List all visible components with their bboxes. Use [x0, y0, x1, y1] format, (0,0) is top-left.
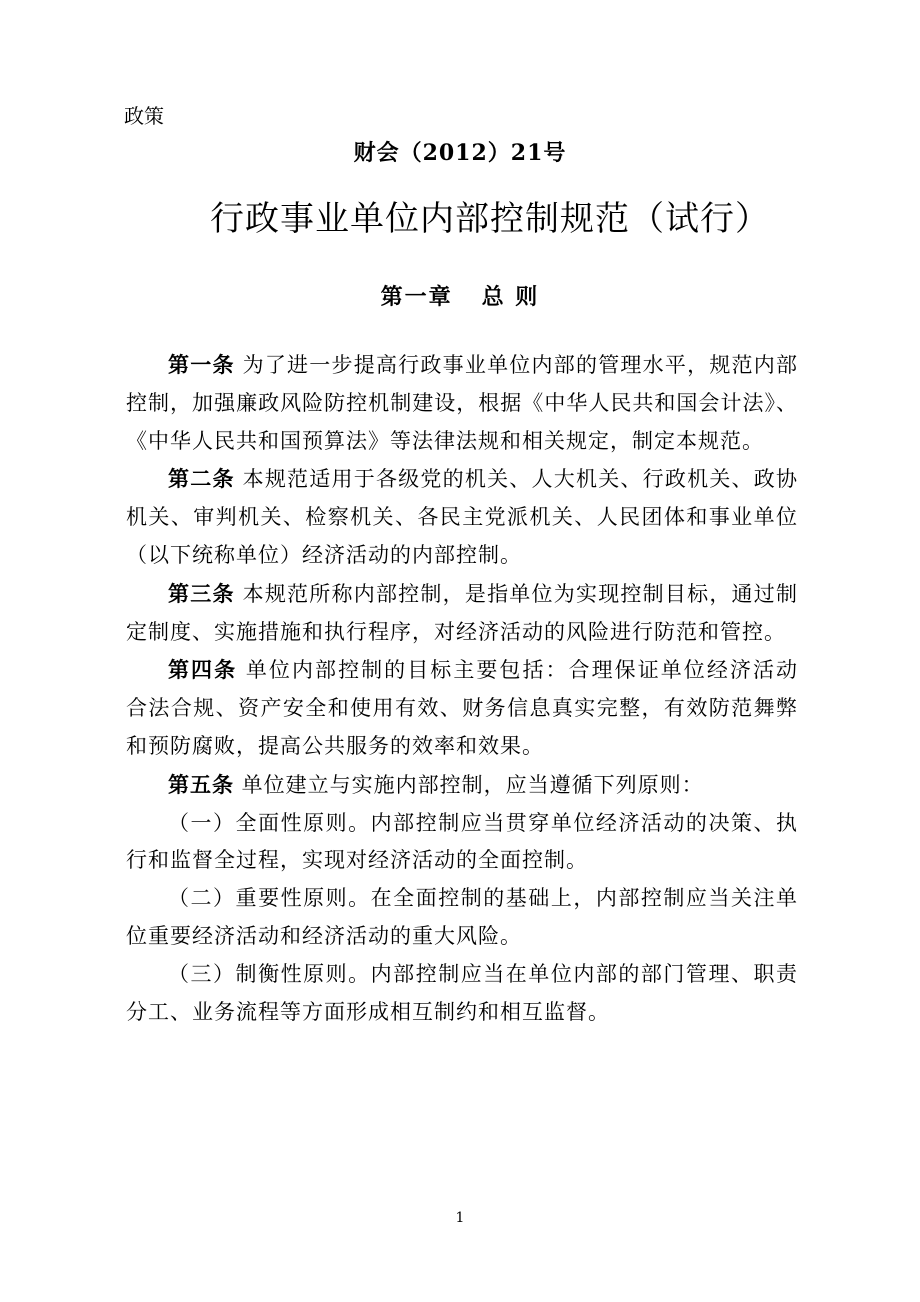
page-number: 1: [455, 1210, 465, 1226]
document-number: 财会（2012）21号: [353, 140, 567, 166]
principle-1: （一）全面性原则。内部控制应当贯穿单位经济活动的决策、执行和监督全过程，实现对经济活动的全面控制。: [126, 810, 798, 873]
article-4-text: 单位内部控制的目标主要包括：合理保证单位经济活动 合法合规、资产安全和使用有效、财务信息真实完整，有效防范舞弊和预防腐败，提高公共服务的效率和效果。: [126, 658, 798, 758]
article-3: [126, 575, 798, 652]
document-title: 行政事业单位内部控制规范（试行）: [210, 199, 770, 239]
article-1-text: 为了进一步提高行政事业单位内部的管理水平，规范内部 控制，加强廉政风险防控机制建设，根据《中华人民共和国会计法》、《中华人民共和国预算法》等法律法规和相关规定，制定本规范。: [126, 353, 798, 453]
principle-3: （三）制衡性原则。内部控制应当在单位内部的部门管理、职责分工、业务流程等方面形成相互制约和相互监督。: [126, 961, 798, 1024]
article-3-lead: 第三条: [168, 580, 235, 606]
document-body: [126, 346, 798, 1031]
article-2: [126, 460, 798, 574]
article-3-text: 本规范所称内部控制，是指单位为实现控制目标，通过制定制度、实施措施和执行程序，对经济活动的风险进行防范和管控。: [126, 581, 798, 644]
article-1-lead: 第一条: [168, 352, 235, 377]
article-4-lead: 第四条: [168, 657, 238, 683]
article-2-lead: 第二条: [168, 466, 235, 492]
article-5: [126, 766, 798, 805]
article-4: [126, 651, 798, 765]
article-5-text: 单位建立与实施内部控制，应当遵循下列原则：: [234, 772, 704, 797]
principle-2: （二）重要性原则。在全面控制的基础上，内部控制应当关注单位重要经济活动和经济活动的重大风险。: [126, 886, 798, 948]
chapter-heading: 第一章 总 则: [380, 284, 540, 310]
article-5-lead: 第五条: [168, 771, 234, 797]
document-tag: 政策: [124, 104, 164, 128]
article-2-text: 本规范适用于各级党的机关、人大机关、行政机关、政协机关、审判机关、检察机关、各民主党派机关、人民团体和事业单位（以下统称单位）经济活动的内部控制。: [126, 467, 798, 567]
article-1: [126, 346, 798, 460]
